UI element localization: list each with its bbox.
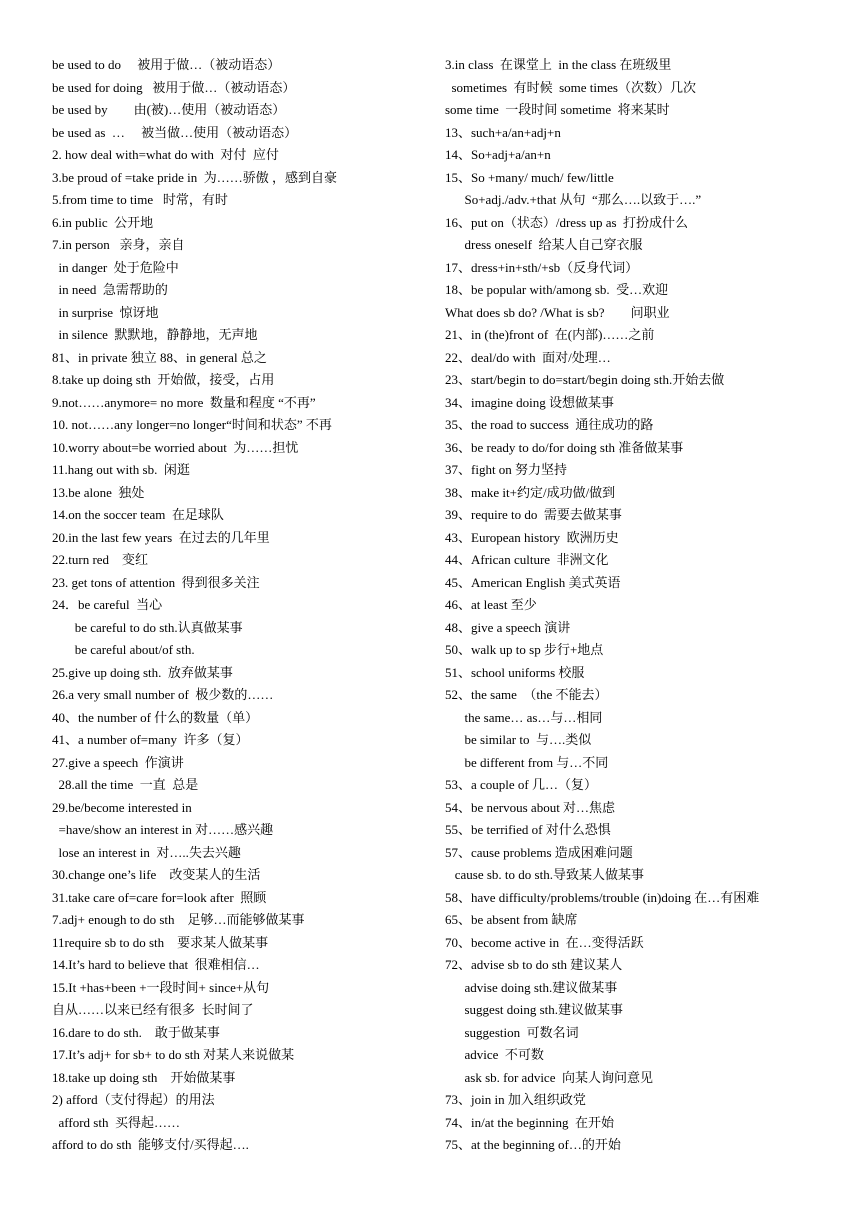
phrase-line: 14.on the soccer team 在足球队 [52, 507, 224, 522]
phrase-line: in surprise 惊讶地 [52, 304, 159, 320]
phrase-line: 5.from time to time 时常，有时 [52, 192, 228, 207]
phrase-line: 21、in (the)front of 在(内部)……之前 [445, 327, 655, 342]
phrase-line: 2) afford（支付得起）的用法 [52, 1092, 215, 1107]
phrase-line: 15.It +has+been +一段时间+ since+从句 [52, 979, 270, 995]
phrase-line: suggest doing sth.建议做某事 [445, 1002, 624, 1017]
phrase-line: =have/show an interest in 对……感兴趣 [52, 822, 274, 837]
phrase-line: 3.in class 在课堂上 in the class 在班级里 [445, 57, 672, 72]
phrase-line: 70、become active in 在…变得活跃 [445, 934, 644, 950]
phrase-line: 3.be proud of =take pride in 为……骄傲 ，感到自豪 [52, 169, 337, 185]
phrase-line: 16.dare to do sth. 敢于做某事 [52, 1024, 220, 1040]
phrase-line: 48、give a speech 演讲 [445, 619, 571, 635]
phrase-line: 73、join in 加入组织政党 [445, 1092, 586, 1107]
phrase-line: dress oneself 给某人自己穿衣服 [445, 237, 643, 252]
phrase-line: 11require sb to do sth 要求某人做某事 [52, 934, 269, 950]
phrase-line: 17、dress+in+sth/+sb（反身代词） [445, 259, 639, 275]
phrase-line: 38、make it+约定/成功做/做到 [445, 484, 616, 500]
phrase-line: 44、African culture 非洲文化 [445, 552, 609, 567]
left-column [52, 54, 432, 1179]
right-column [445, 54, 855, 1179]
phrase-line: some time 一段时间 sometime 将来某时 [445, 102, 670, 117]
phrase-line: be different from 与…不同 [445, 754, 609, 770]
phrase-line: be used by 由(被)…使用（被动语态） [52, 102, 286, 117]
phrase-line: 45、American English 美式英语 [445, 574, 621, 590]
phrase-line: 16、put on（状态）/dress up as 打扮成什么 [445, 214, 689, 230]
phrase-line: 74、in/at the beginning 在开始 [445, 1114, 614, 1130]
phrase-line: 26.a very small number of 极少数的…… [52, 687, 274, 702]
phrase-line: 8.take up doing sth 开始做，接受，占用 [52, 372, 275, 387]
phrase-line: 自从……以来已经有很多 长时间了 [52, 1002, 254, 1017]
phrase-line: 10.worry about=be worried about 为……担忧 [52, 439, 299, 455]
phrase-line: be used to do 被用于做…（被动语态） [52, 57, 281, 72]
phrase-line: 23. get tons of attention 得到很多关注 [52, 574, 260, 590]
phrase-line: So+adj./adv.+that 从句 “那么….以致于….” [445, 192, 702, 207]
phrase-line: 23、start/begin to do=start/begin doing sth.开始去做 [445, 372, 725, 387]
phrase-line: 22、deal/do with 面对/处理… [445, 349, 611, 365]
phrase-line: 34、imagine doing 设想做某事 [445, 394, 614, 410]
phrase-line: 20.in the last few years 在过去的几年里 [52, 529, 270, 545]
phrase-line: 24．be careful 当心 [52, 597, 163, 612]
phrase-line: 43、European history 欧洲历史 [445, 529, 619, 545]
phrase-line: be used as … 被当做…使用（被动语态） [52, 124, 298, 140]
phrase-line: lose an interest in 对…..失去兴趣 [52, 844, 241, 860]
phrase-line: sometimes 有时候 some times（次数）几次 [445, 79, 696, 95]
phrase-line: 17.It’s adj+ for sb+ to do sth 对某人来说做某 [52, 1047, 295, 1062]
phrase-line: 11.hang out with sb. 闲逛 [52, 462, 190, 477]
phrase-line: 65、be absent from 缺席 [445, 912, 578, 927]
phrase-line: 40、the number of 什么的数量（单） [52, 709, 259, 725]
phrase-line: 57、cause problems 造成困难问题 [445, 844, 633, 860]
phrase-line: the same… as…与…相同 [445, 709, 603, 725]
phrase-line: 25.give up doing sth. 放弃做某事 [52, 664, 233, 680]
phrase-line: in need 急需帮助的 [52, 282, 168, 297]
phrase-line: 52、the same （the 不能去） [445, 687, 608, 702]
phrase-line: 41、a number of=many 许多（复） [52, 732, 249, 747]
phrase-line [52, 1157, 432, 1180]
phrase-line: ask sb. for advice 向某人询问意见 [445, 1069, 653, 1085]
phrase-line: 2. how deal with=what do with 对付 应付 [52, 147, 279, 162]
phrase-line: 14、So+adj+a/an+n [445, 147, 551, 162]
phrase-line: 51、school uniforms 校服 [445, 664, 585, 680]
phrase-line: advise doing sth.建议做某事 [445, 979, 618, 995]
phrase-line: in silence 默默地，静静地，无声地 [52, 327, 258, 342]
phrase-line: in danger 处于危险中 [52, 259, 179, 275]
phrase-line: 54、be nervous about 对…焦虑 [445, 799, 616, 815]
phrase-line: 7.adj+ enough to do sth 足够…而能够做某事 [52, 912, 305, 927]
phrase-line: 81、in private 独立 88、in general 总之 [52, 349, 267, 365]
phrase-line: be similar to 与….类似 [445, 732, 592, 747]
phrase-line: be careful about/of sth. [52, 642, 195, 657]
phrase-line: 37、fight on 努力坚持 [445, 462, 568, 477]
phrase-line: What does sb do? /What is sb? 问职业 [445, 304, 670, 320]
phrase-line: 39、require to do 需要去做某事 [445, 507, 622, 522]
phrase-line: 36、be ready to do/for doing sth 准备做某事 [445, 439, 684, 455]
phrase-line: be careful to do sth.认真做某事 [52, 619, 243, 635]
phrase-line: 10. not……any longer=no longer“时间和状态” 不再 [52, 417, 332, 432]
phrase-line: 46、at least 至少 [445, 597, 537, 612]
phrase-line: 50、walk up to sp 步行+地点 [445, 642, 604, 657]
phrase-line: 53、a couple of 几…（复） [445, 777, 598, 792]
phrase-line: afford to do sth 能够支付/买得起…. [52, 1137, 249, 1152]
phrase-line: be used for doing 被用于做…（被动语态） [52, 79, 296, 95]
phrase-line: suggestion 可数名词 [445, 1024, 579, 1040]
phrase-line: 15、So +many/ much/ few/little [445, 169, 614, 185]
phrase-line: 30.change one’s life 改变某人的生活 [52, 867, 261, 882]
phrase-line: 13、such+a/an+adj+n [445, 124, 561, 140]
phrase-line: 55、be terrified of 对什么恐惧 [445, 822, 611, 837]
phrase-line: 75、at the beginning of…的开始 [445, 1137, 621, 1152]
phrase-line: cause sb. to do sth.导致某人做某事 [445, 867, 644, 882]
phrase-line: 18.take up doing sth 开始做某事 [52, 1069, 236, 1085]
phrase-line: 14.It’s hard to believe that 很难相信… [52, 957, 260, 972]
phrase-line: 29.be/become interested in [52, 799, 192, 815]
phrase-line: 72、advise sb to do sth 建议某人 [445, 957, 623, 972]
phrase-line: 18、be popular with/among sb. 受…欢迎 [445, 282, 669, 297]
phrase-line: 13.be alone 独处 [52, 484, 145, 500]
phrase-line: 28.all the time 一直 总是 [52, 777, 199, 792]
phrase-line: afford sth 买得起…… [52, 1114, 180, 1130]
phrase-line: 9.not……anymore= no more 数量和程度 “不再” [52, 394, 316, 410]
phrase-line: 35、the road to success 通往成功的路 [445, 417, 654, 432]
phrase-line [445, 1157, 855, 1180]
phrase-line: 7.in person 亲身，亲自 [52, 237, 185, 252]
phrase-line: 58、have difficulty/problems/trouble (in)doing 在…有困难 [445, 889, 760, 905]
phrase-line: advice 不可数 [445, 1047, 544, 1062]
phrase-line: 31.take care of=care for=look after 照顾 [52, 889, 267, 905]
phrase-line: 6.in public 公开地 [52, 214, 154, 230]
phrase-line: 27.give a speech 作演讲 [52, 754, 184, 770]
phrase-line: 22.turn red 变红 [52, 552, 149, 567]
